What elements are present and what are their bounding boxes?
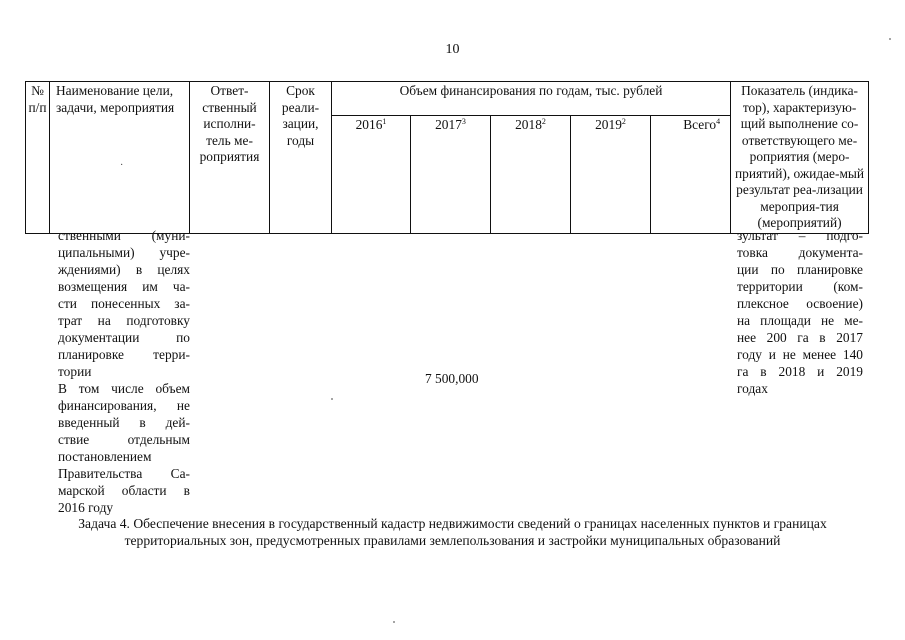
scan-speck <box>393 621 395 623</box>
text-line: планировке терри- <box>58 347 190 362</box>
text-line: тории <box>58 364 92 379</box>
header-indicator: Показатель (индика-тор), характеризую-щий выполнение со-ответствующего ме-роприятия (меро-приятий), ожидае-мый результат реа-лизации мероприя-тия (мероприятий) <box>731 82 869 234</box>
indicator-description <box>737 227 863 397</box>
text-line: ственными (муни- <box>58 228 190 243</box>
text-line: Правительства Са- <box>58 466 190 481</box>
header-executor: Ответ-ственный исполни-тель ме-роприятия <box>190 82 270 234</box>
text-line: финансирования, не <box>58 398 190 413</box>
header-year-2018: 2018$^2$ <box>491 116 571 233</box>
header-num: № п/п <box>26 82 50 234</box>
text-line: году и не менее 140 <box>737 347 863 362</box>
header-funding: Объем финансирования по годам, тыс. рублей <box>332 82 731 116</box>
header-total: Всего$^4$ <box>651 116 731 233</box>
text-line: возмещения им ча- <box>58 279 190 294</box>
task-heading <box>0 515 905 549</box>
text-line: марской области в <box>58 483 190 498</box>
text-line: территории (ком- <box>737 279 863 294</box>
text-line: на площади не ме- <box>737 313 863 328</box>
page-number: 10 <box>445 42 460 57</box>
text-line: годах <box>737 381 768 396</box>
scan-speck: · <box>120 160 124 171</box>
text-line: сти понесенных за- <box>58 296 190 311</box>
text-line: ципальными) учре- <box>58 245 190 260</box>
financing-table <box>25 81 869 234</box>
text-line: В том числе объем <box>58 381 190 396</box>
header-name: Наименование цели, задачи, мероприятия <box>50 82 190 234</box>
text-line: зультат – подго- <box>737 228 863 243</box>
text-line: ждениями) в целях <box>58 262 190 277</box>
task-line-2: территориальных зон, предусмотренных правилами землепользования и застройки муниципальных образований <box>124 533 781 548</box>
header-year-2016: 2016$^1$ <box>332 116 411 233</box>
text-line: трат на подготовку <box>58 313 190 328</box>
header-year-2019: 2019$^2$ <box>571 116 651 233</box>
text-line: постановлением <box>58 449 152 464</box>
text-line: га в 2018 и 2019 <box>737 364 863 379</box>
text-line: нее 200 га в 2017 <box>737 330 863 345</box>
header-term: Срок реали-зации, годы <box>270 82 332 234</box>
text-line: введенный в дей- <box>58 415 190 430</box>
text-line: ствие отдельным <box>58 432 190 447</box>
header-year-2017: 2017$^3$ <box>411 116 491 233</box>
task-line-1: Задача 4. Обеспечение внесения в государственный кадастр недвижимости сведений о границах населенных пунктов и границах <box>78 516 827 531</box>
activity-description <box>58 227 190 516</box>
scan-speck <box>331 398 333 400</box>
text-line: 2016 году <box>58 500 114 515</box>
text-line: товка документа- <box>737 245 863 260</box>
funding-amount: 7 500,000 <box>425 371 479 386</box>
text-line: ции по планировке <box>737 262 863 277</box>
text-line: плексное освоение) <box>737 296 863 311</box>
text-line: документации по <box>58 330 190 345</box>
scan-speck <box>889 38 891 40</box>
